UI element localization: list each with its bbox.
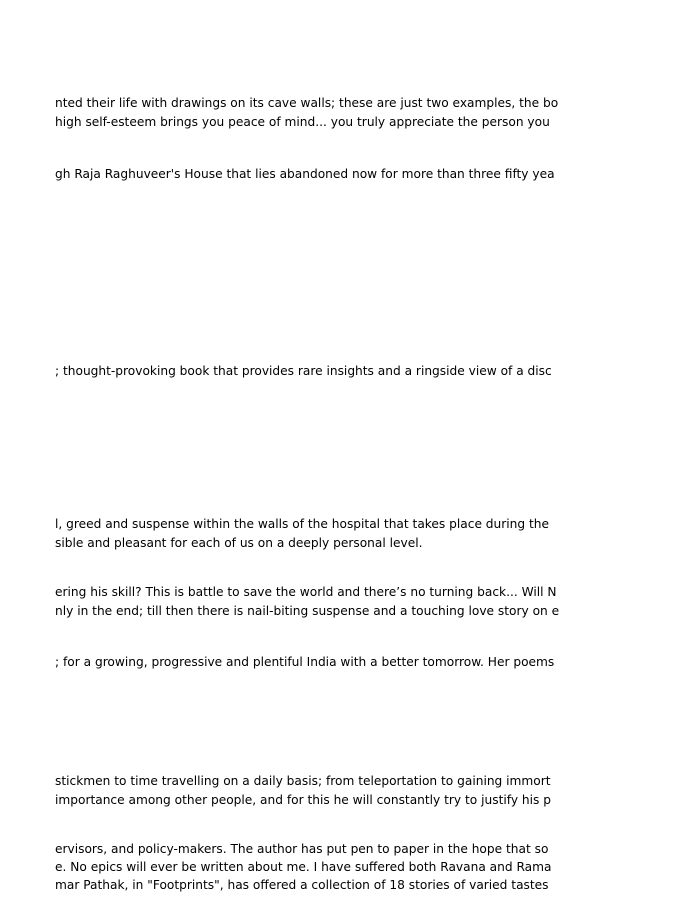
text-line-1: nted their life with drawings on its cave walls; these are just two examples, the bo xyxy=(55,96,559,110)
text-line-11: importance among other people, and for this he will constantly try to justify his p xyxy=(55,793,551,807)
text-line-12: ervisors, and policy-makers. The author has put pen to paper in the hope that so xyxy=(55,842,549,856)
text-line-8: nly in the end; till then there is nail-biting suspense and a touching love story on e xyxy=(55,604,560,618)
text-line-6: sible and pleasant for each of us on a deeply personal level. xyxy=(55,536,423,550)
text-line-5: l, greed and suspense within the walls of the hospital that takes place during the xyxy=(55,517,550,531)
text-line-13: e. No epics will ever be written about me. I have suffered both Ravana and Rama xyxy=(55,860,552,874)
text-line-3: gh Raja Raghuveer's House that lies abandoned now for more than three fifty yea xyxy=(55,167,555,181)
text-line-7: ering his skill? This is battle to save the world and there’s no turning back... Will N xyxy=(55,585,557,599)
text-line-2: high self-esteem brings you peace of mind... you truly appreciate the person you xyxy=(55,115,550,129)
text-line-10: stickmen to time travelling on a daily basis; from teleportation to gaining immort xyxy=(55,774,551,788)
text-line-4: ; thought-provoking book that provides rare insights and a ringside view of a disc xyxy=(55,364,552,378)
text-line-14: mar Pathak, in "Footprints", has offered a collection of 18 stories of varied tastes xyxy=(55,878,549,892)
text-line-9: ; for a growing, progressive and plentiful India with a better tomorrow. Her poems xyxy=(55,655,555,669)
